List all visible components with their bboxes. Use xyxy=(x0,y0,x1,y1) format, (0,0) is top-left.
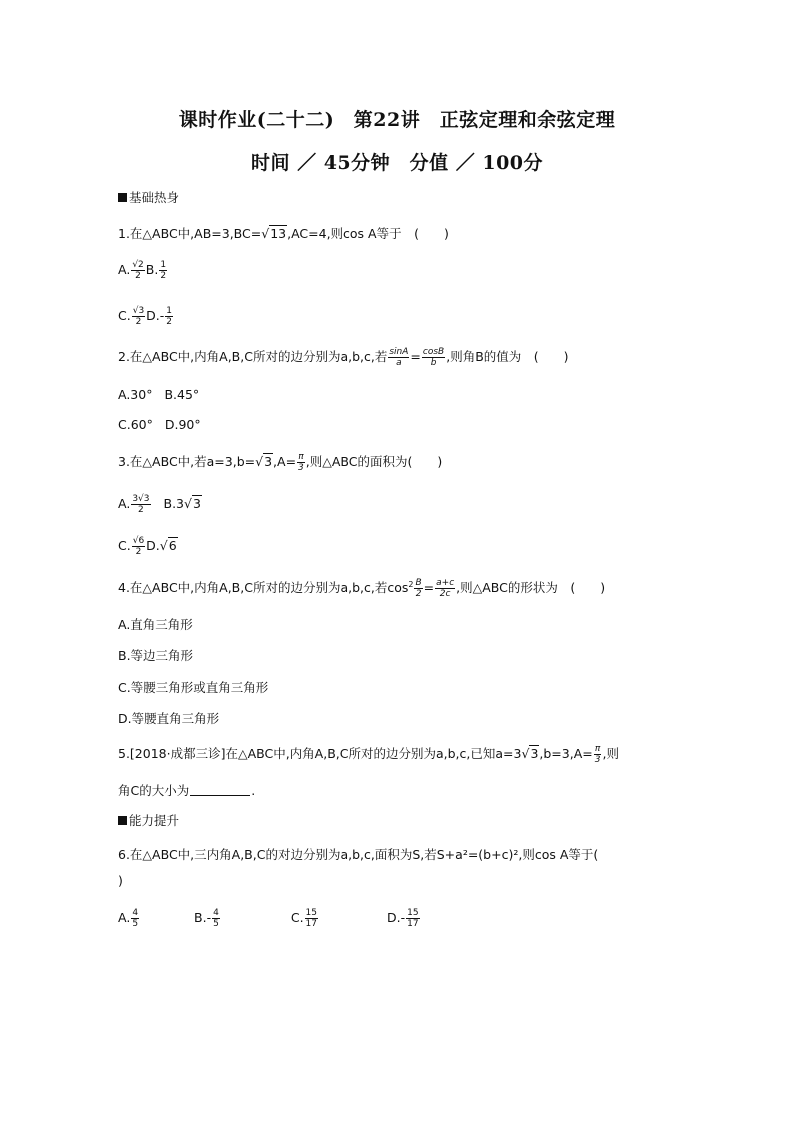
numerator: 1 xyxy=(160,260,167,270)
q3-option-b: B.3 xyxy=(163,496,185,511)
q6-option-b-fraction xyxy=(212,908,220,929)
sqrt-symbol: √3 xyxy=(184,496,201,511)
q3-option-b-radicand: 3 xyxy=(192,496,201,511)
question-2-options-ab xyxy=(118,387,199,402)
denominator: 5 xyxy=(132,919,139,929)
denominator: 3 xyxy=(594,755,601,765)
q6-option-d: D.- xyxy=(387,910,406,925)
q1-option-b: B. xyxy=(145,262,159,277)
denominator: 2 xyxy=(415,589,422,599)
q4-option-a: A.直角三角形 xyxy=(118,617,193,632)
section-advanced-label: 能力提升 xyxy=(129,813,180,828)
q5-text-suffix: ,则 xyxy=(602,746,619,761)
question-1-options-cd xyxy=(118,306,174,327)
sqrt-symbol: √3 xyxy=(255,454,273,469)
q2-text-suffix: ,则角B的值为 ( ) xyxy=(446,349,569,364)
q3-text-prefix: 3.在△ABC中,若a=3,b= xyxy=(118,454,256,469)
question-6-line-2: ) xyxy=(118,873,123,888)
q6-option-a: A. xyxy=(118,910,131,925)
q1-option-c-fraction xyxy=(132,306,145,327)
q1-text-prefix: 1.在△ABC中,AB=3,BC= xyxy=(118,226,262,241)
q3-text-mid: ,A= xyxy=(273,454,297,469)
q5-fraction-angle xyxy=(594,744,602,765)
numerator: 15 xyxy=(305,908,317,918)
numerator: 3√3 xyxy=(132,494,150,504)
q2-text-prefix: 2.在△ABC中,内角A,B,C所对的边分别为a,b,c,若 xyxy=(118,349,388,364)
q4-fraction-sides xyxy=(435,578,455,599)
numerator: 4 xyxy=(213,908,219,918)
question-2-options-cd xyxy=(118,417,201,432)
q5-text-prefix: 5.[2018·成都三诊]在△ABC中,内角A,B,C所对的边分别为a,b,c,已知a=3 xyxy=(118,746,522,761)
q4-superscript: 2 xyxy=(408,579,414,589)
section-basic-heading xyxy=(118,188,179,206)
q5-text-mid: ,b=3,A= xyxy=(539,746,593,761)
denominator: b xyxy=(430,358,437,368)
numerator: 15 xyxy=(407,908,419,918)
q6-option-d-fraction xyxy=(406,908,419,929)
square-bullet-icon xyxy=(118,193,127,202)
question-3-options-ab xyxy=(118,494,202,515)
denominator: 2 xyxy=(166,317,173,327)
denominator: 2c xyxy=(439,589,451,599)
q3-text-suffix: ,则△ABC的面积为( ) xyxy=(305,454,443,469)
question-2 xyxy=(118,347,569,368)
q5-line2-suffix: . xyxy=(251,783,256,798)
q2-option-a: A.30° xyxy=(118,387,153,402)
denominator: 2 xyxy=(135,271,141,281)
page-title: 课时作业(二十二) 第22讲 正弦定理和余弦定理 xyxy=(178,109,616,131)
numerator: 4 xyxy=(132,908,139,918)
q2-option-d: D.90° xyxy=(164,417,201,432)
q1-text-suffix: ,AC=4,则cos A等于 ( ) xyxy=(287,226,449,241)
q2-fraction-sin xyxy=(388,347,409,368)
answer-blank[interactable] xyxy=(190,784,250,796)
q6-option-c: C. xyxy=(290,910,304,925)
q2-option-c: C.60° xyxy=(118,417,153,432)
question-6-line-1: 6.在△ABC中,三内角A,B,C的对边分别为a,b,c,面积为S,若S+a²=(b+c)²,则cos A等于( xyxy=(118,847,599,862)
q4-equals: = xyxy=(423,580,435,595)
q5-radicand: 3 xyxy=(530,746,539,761)
q4-option-d: D.等腰直角三角形 xyxy=(118,711,220,726)
question-5-line-2 xyxy=(118,781,255,799)
denominator: 5 xyxy=(213,919,219,929)
question-5 xyxy=(118,744,619,765)
q4-text-prefix: 4.在△ABC中,内角A,B,C所对的边分别为a,b,c,若cos xyxy=(118,580,409,595)
q3-option-a-fraction xyxy=(131,494,150,515)
q4-text-suffix: ,则△ABC的形状为 ( ) xyxy=(456,580,606,595)
denominator: 3 xyxy=(298,463,304,473)
denominator: 2 xyxy=(138,505,144,515)
q2-option-b: B.45° xyxy=(164,387,200,402)
q3-option-c-fraction xyxy=(132,536,145,557)
sqrt-symbol: √3 xyxy=(521,746,539,761)
numerator: 1 xyxy=(166,306,173,316)
square-bullet-icon xyxy=(118,816,127,825)
question-3 xyxy=(118,452,442,473)
q6-option-c-fraction xyxy=(305,908,318,929)
question-6-options xyxy=(118,908,421,929)
q2-equals: = xyxy=(410,349,421,364)
q3-fraction-angle xyxy=(297,452,305,473)
q5-line2-prefix: 角C的大小为 xyxy=(118,783,190,798)
page-subtitle: 时间 ／ 45分钟 分值 ／ 100分 xyxy=(250,152,544,174)
numerator: a+c xyxy=(436,578,455,588)
q3-option-a: A. xyxy=(118,496,131,511)
numerator: cosB xyxy=(422,347,445,357)
q4-option-c: C.等腰三角形或直角三角形 xyxy=(118,680,269,695)
question-1 xyxy=(118,224,449,242)
q1-option-a: A. xyxy=(118,262,131,277)
q3-option-d: D. xyxy=(146,538,160,553)
denominator: 2 xyxy=(135,317,142,327)
q1-option-c: C. xyxy=(118,308,131,323)
numerator: B xyxy=(415,578,422,588)
denominator: 2 xyxy=(160,271,167,281)
numerator: π xyxy=(298,452,304,462)
q2-fraction-cos xyxy=(422,347,445,368)
q1-option-a-fraction xyxy=(131,260,144,281)
numerator: √3 xyxy=(132,306,145,316)
q1-radicand: 13 xyxy=(270,226,287,241)
denominator: 17 xyxy=(407,919,419,929)
q4-option-b: B.等边三角形 xyxy=(118,648,194,663)
question-4 xyxy=(118,578,605,599)
denominator: 17 xyxy=(305,919,317,929)
section-basic-label: 基础热身 xyxy=(129,190,180,205)
q4-fraction-half-angle xyxy=(414,578,422,599)
sqrt-symbol: √6 xyxy=(159,538,177,553)
q3-radicand-b: 3 xyxy=(264,454,273,469)
question-3-options-cd xyxy=(118,536,178,557)
numerator: π xyxy=(594,744,601,754)
q3-option-c: C. xyxy=(118,538,131,553)
denominator: a xyxy=(396,358,402,368)
q1-option-d: D.- xyxy=(146,308,165,323)
q3-option-d-radicand: 6 xyxy=(168,538,177,553)
q6-option-b: B.- xyxy=(194,910,212,925)
q1-option-d-fraction xyxy=(165,306,173,327)
question-1-options-ab xyxy=(118,260,168,281)
sqrt-symbol: √13 xyxy=(261,226,287,241)
numerator: √2 xyxy=(132,260,144,270)
q1-option-b-fraction xyxy=(159,260,167,281)
numerator: √6 xyxy=(132,536,145,546)
denominator: 2 xyxy=(135,547,142,557)
numerator: sinA xyxy=(389,347,409,357)
section-advanced-heading xyxy=(118,811,179,829)
q6-option-a-fraction xyxy=(131,908,139,929)
